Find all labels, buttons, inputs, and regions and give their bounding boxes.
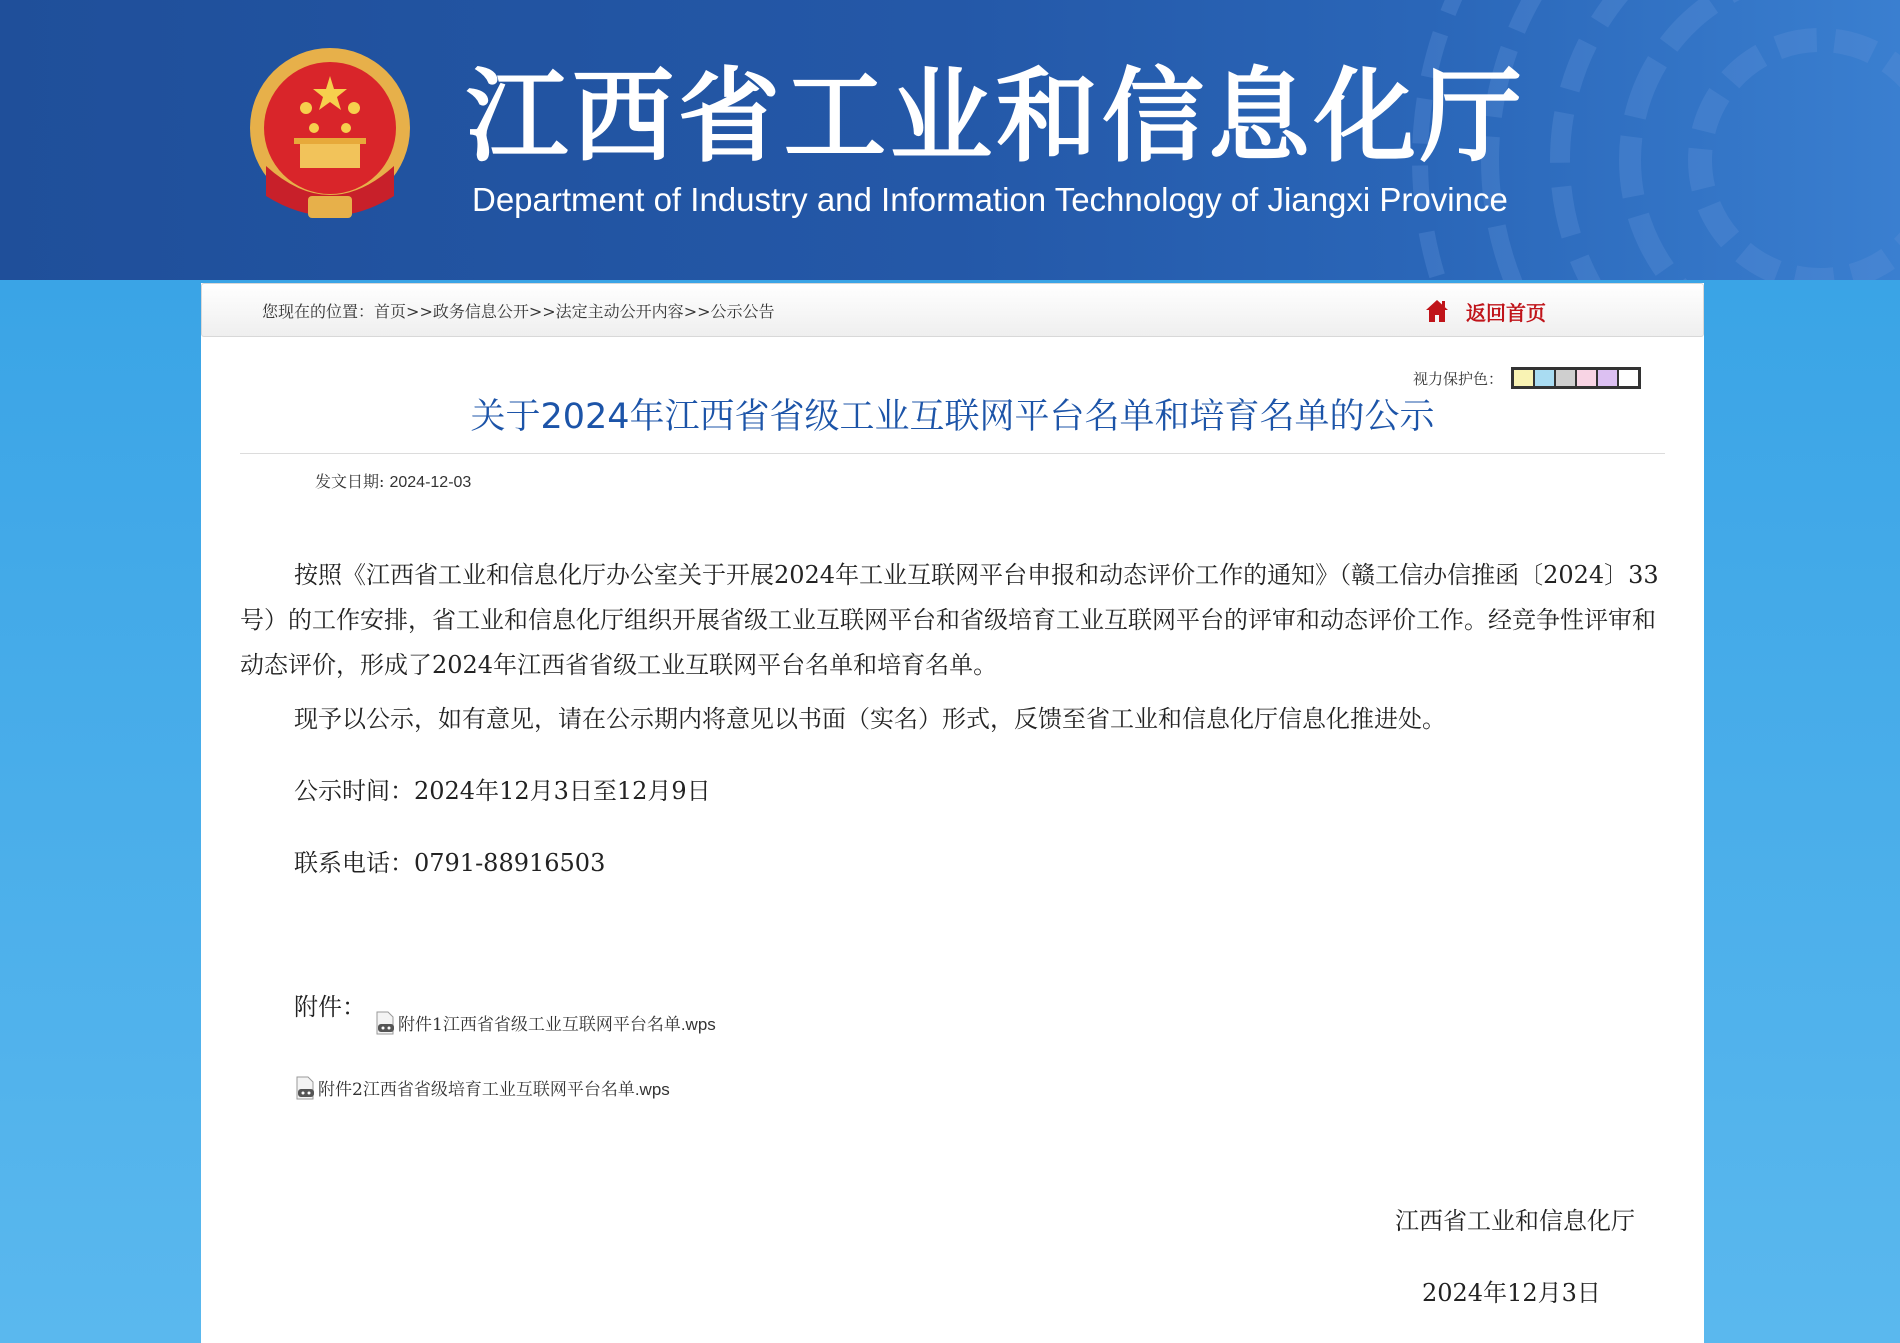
- breadcrumb-separator: >>: [528, 302, 556, 321]
- swatch-blue[interactable]: [1535, 370, 1554, 386]
- article-paragraph: 联系电话：0791-88916503: [294, 849, 606, 877]
- swatch-yellow[interactable]: [1514, 370, 1533, 386]
- home-icon: [1424, 298, 1450, 324]
- attachment-name: 附件2江西省省级培育工业互联网平台名单: [318, 1080, 635, 1100]
- attachment-link-1[interactable]: [374, 1010, 716, 1035]
- site-banner: [0, 0, 1900, 280]
- file-icon: [374, 1011, 396, 1035]
- breadcrumb-bar: [201, 283, 1704, 337]
- article-paragraph: 公示时间：2024年12月3日至12月9日: [294, 777, 711, 805]
- eye-care-label: 视力保护色：: [1413, 369, 1504, 388]
- signature-date: 2024年12月3日: [1422, 1279, 1601, 1307]
- attachment-ext: .wps: [634, 1080, 670, 1099]
- breadcrumb-separator: >>: [683, 302, 711, 321]
- breadcrumb-announcements[interactable]: 公示公告: [710, 302, 775, 321]
- breadcrumb-gov-info[interactable]: 政务信息公开: [432, 302, 529, 321]
- breadcrumb-statutory[interactable]: 法定主动公开内容: [555, 302, 684, 321]
- attachment-link-2[interactable]: [294, 1075, 670, 1100]
- site-subtitle: Department of Industry and Information Technology of Jiangxi Province: [472, 181, 1508, 218]
- attachment-ext: .wps: [680, 1015, 716, 1034]
- swatch-purple[interactable]: [1598, 370, 1617, 386]
- breadcrumb: [262, 299, 775, 322]
- content-panel: [201, 283, 1704, 1343]
- publish-date-value: 2024-12-03: [389, 474, 472, 491]
- eye-care-colors: [1413, 367, 1641, 389]
- breadcrumb-home[interactable]: 首页: [374, 302, 407, 321]
- signature-org: 江西省工业和信息化厅: [1395, 1207, 1635, 1235]
- file-icon: [294, 1076, 316, 1100]
- back-home-link[interactable]: [1424, 297, 1546, 325]
- publish-date: [315, 469, 471, 492]
- article-paragraph: 按照《江西省工业和信息化厅办公室关于开展2024年工业互联网平台申报和动态评价工作的通知》（赣工信办信推函〔2024〕33号）的工作安排，省工业和信息化厅组织开展省级工业互联网平台和省级培育工业互联网平台的评审和动态评价工作。经竞争性评审和动态评价，形成了2024年江西省省级工业互联网平台名单和培育名单。: [240, 561, 1659, 679]
- attachments-label: 附件：: [294, 993, 366, 1021]
- article-title: 关于2024年江西省省级工业互联网平台名单和培育名单的公示: [470, 397, 1435, 437]
- publish-date-label: 发文日期:: [315, 472, 390, 491]
- eye-care-swatches: [1511, 367, 1641, 389]
- breadcrumb-separator: >>: [406, 302, 433, 321]
- attachment-name: 附件1江西省省级工业互联网平台名单: [398, 1015, 681, 1035]
- swatch-pink[interactable]: [1577, 370, 1596, 386]
- title-divider: [240, 453, 1665, 454]
- national-emblem-icon: [246, 46, 414, 224]
- site-title: 江西省工业和信息化厅: [466, 58, 1526, 177]
- back-home-label: 返回首页: [1466, 300, 1546, 325]
- swatch-gray[interactable]: [1556, 370, 1575, 386]
- breadcrumb-prefix: 您现在的位置：: [262, 302, 375, 321]
- article-paragraph: 现予以公示，如有意见，请在公示期内将意见以书面（实名）形式，反馈至省工业和信息化厅信息化推进处。: [294, 705, 1446, 733]
- swatch-white[interactable]: [1619, 370, 1638, 386]
